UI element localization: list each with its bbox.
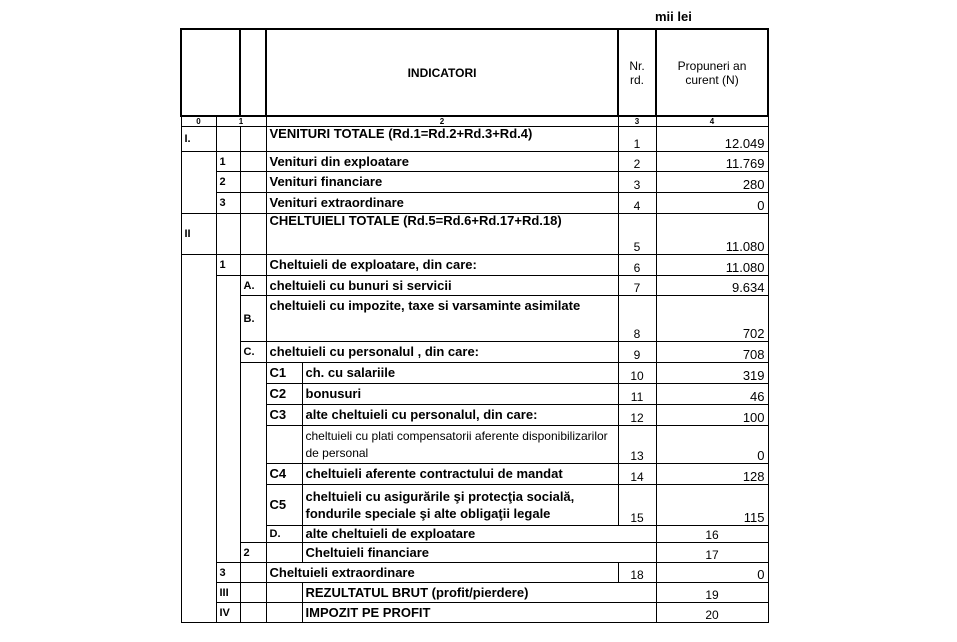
- row-label: alte cheltuieli cu personalul, din care:: [302, 405, 618, 426]
- row-value: 128: [656, 464, 768, 485]
- table-row: [181, 296, 768, 342]
- row-code: 1: [216, 255, 240, 276]
- table-row: [181, 543, 768, 563]
- row-value: 280: [656, 172, 768, 193]
- row-nr: 12: [618, 405, 656, 426]
- row-label: Cheltuieli financiare: [302, 543, 656, 563]
- row-code: D.: [266, 526, 302, 543]
- row-label: cheltuieli aferente contractului de mandat: [302, 464, 618, 485]
- table-row: [181, 276, 768, 296]
- table-row: [181, 426, 768, 464]
- idx-1: 1: [216, 116, 266, 127]
- row-code: II: [181, 214, 216, 255]
- row-value: 11.080: [656, 255, 768, 276]
- row-label: Venituri din exploatare: [266, 152, 618, 172]
- row-value: 319: [656, 363, 768, 384]
- row-value: 9.634: [656, 276, 768, 296]
- idx-3: 3: [618, 116, 656, 127]
- table-row: [181, 342, 768, 363]
- row-nr: 16: [656, 526, 768, 543]
- row-value: 46: [656, 384, 768, 405]
- row-label: cheltuieli cu personalul , din care:: [266, 342, 618, 363]
- row-code: III: [216, 583, 240, 603]
- row-label: alte cheltuieli de exploatare: [302, 526, 656, 543]
- row-code: 1: [216, 152, 240, 172]
- row-label: REZULTATUL BRUT (profit/pierdere): [302, 583, 656, 603]
- row-label: Venituri financiare: [266, 172, 618, 193]
- row-nr: 15: [618, 485, 656, 526]
- table-row: [181, 526, 768, 543]
- row-label: bonusuri: [302, 384, 618, 405]
- index-row: [181, 116, 768, 127]
- row-label: Cheltuieli extraordinare: [266, 563, 618, 583]
- row-label: VENITURI TOTALE (Rd.1=Rd.2+Rd.3+Rd.4): [266, 127, 618, 152]
- row-code: 3: [216, 563, 240, 583]
- row-value: 100: [656, 405, 768, 426]
- row-label: Venituri extraordinare: [266, 193, 618, 214]
- row-code: 3: [216, 193, 240, 214]
- table-row: [181, 363, 768, 384]
- row-label: cheltuieli cu asigurările şi protecţia socială, fondurile speciale şi alte obligaţii legale: [302, 485, 618, 526]
- row-nr: 10: [618, 363, 656, 384]
- row-code: IV: [216, 603, 240, 623]
- row-nr: 6: [618, 255, 656, 276]
- row-label: cheltuieli cu plati compensatorii aferente disponibilizarilor de personal: [302, 426, 618, 464]
- row-value: 115: [656, 485, 768, 526]
- table-row: [181, 172, 768, 193]
- row-nr: 9: [618, 342, 656, 363]
- row-nr: 14: [618, 464, 656, 485]
- table-row: [181, 255, 768, 276]
- table-row: [181, 464, 768, 485]
- row-value: 702: [656, 296, 768, 342]
- row-nr: 17: [656, 543, 768, 563]
- table-row: [181, 603, 768, 623]
- unit-label: mii lei: [655, 9, 692, 24]
- row-nr: 8: [618, 296, 656, 342]
- row-nr: 4: [618, 193, 656, 214]
- table-row: [181, 127, 768, 152]
- header-propuneri: Propuneri an curent (N): [656, 29, 768, 116]
- row-value: 0: [656, 426, 768, 464]
- idx-0: 0: [181, 116, 216, 127]
- header-row: [181, 29, 768, 116]
- row-code: C4: [266, 464, 302, 485]
- row-code: C1: [266, 363, 302, 384]
- table-row: [181, 193, 768, 214]
- row-nr: 5: [618, 214, 656, 255]
- table-row: [181, 384, 768, 405]
- header-blank-2: [240, 29, 266, 116]
- row-code: B.: [240, 296, 266, 342]
- row-value: 708: [656, 342, 768, 363]
- row-label: IMPOZIT PE PROFIT: [302, 603, 656, 623]
- row-label: cheltuieli cu impozite, taxe si varsaminte asimilate: [266, 296, 618, 342]
- idx-4: 4: [656, 116, 768, 127]
- table-row: [181, 563, 768, 583]
- table-row: [181, 214, 768, 255]
- header-indicatori: INDICATORI: [266, 29, 618, 116]
- row-nr: 2: [618, 152, 656, 172]
- row-nr: 19: [656, 583, 768, 603]
- row-nr: 1: [618, 127, 656, 152]
- header-nr: Nr. rd.: [618, 29, 656, 116]
- row-code: C3: [266, 405, 302, 426]
- row-nr: 11: [618, 384, 656, 405]
- header-blank-1: [181, 29, 240, 116]
- table-row: [181, 405, 768, 426]
- row-code: C2: [266, 384, 302, 405]
- table-row: [181, 485, 768, 526]
- row-code: I.: [181, 127, 216, 152]
- row-code: C5: [266, 485, 302, 526]
- row-value: 11.080: [656, 214, 768, 255]
- table-row: [181, 152, 768, 172]
- row-nr: 13: [618, 426, 656, 464]
- row-value: 12.049: [656, 127, 768, 152]
- row-label: cheltuieli cu bunuri si servicii: [266, 276, 618, 296]
- row-label: CHELTUIELI TOTALE (Rd.5=Rd.6+Rd.17+Rd.18): [266, 214, 618, 255]
- row-nr: 7: [618, 276, 656, 296]
- row-value: 0: [656, 193, 768, 214]
- row-value: 0: [656, 563, 768, 583]
- row-code: 2: [216, 172, 240, 193]
- budget-table: [180, 28, 769, 623]
- idx-2: 2: [266, 116, 618, 127]
- table-row: [181, 583, 768, 603]
- row-nr: 20: [656, 603, 768, 623]
- row-code: 2: [240, 543, 266, 563]
- row-label: ch. cu salariile: [302, 363, 618, 384]
- row-code: C.: [240, 342, 266, 363]
- row-label: Cheltuieli de exploatare, din care:: [266, 255, 618, 276]
- row-nr: 3: [618, 172, 656, 193]
- row-code: A.: [240, 276, 266, 296]
- row-nr: 18: [618, 563, 656, 583]
- row-value: 11.769: [656, 152, 768, 172]
